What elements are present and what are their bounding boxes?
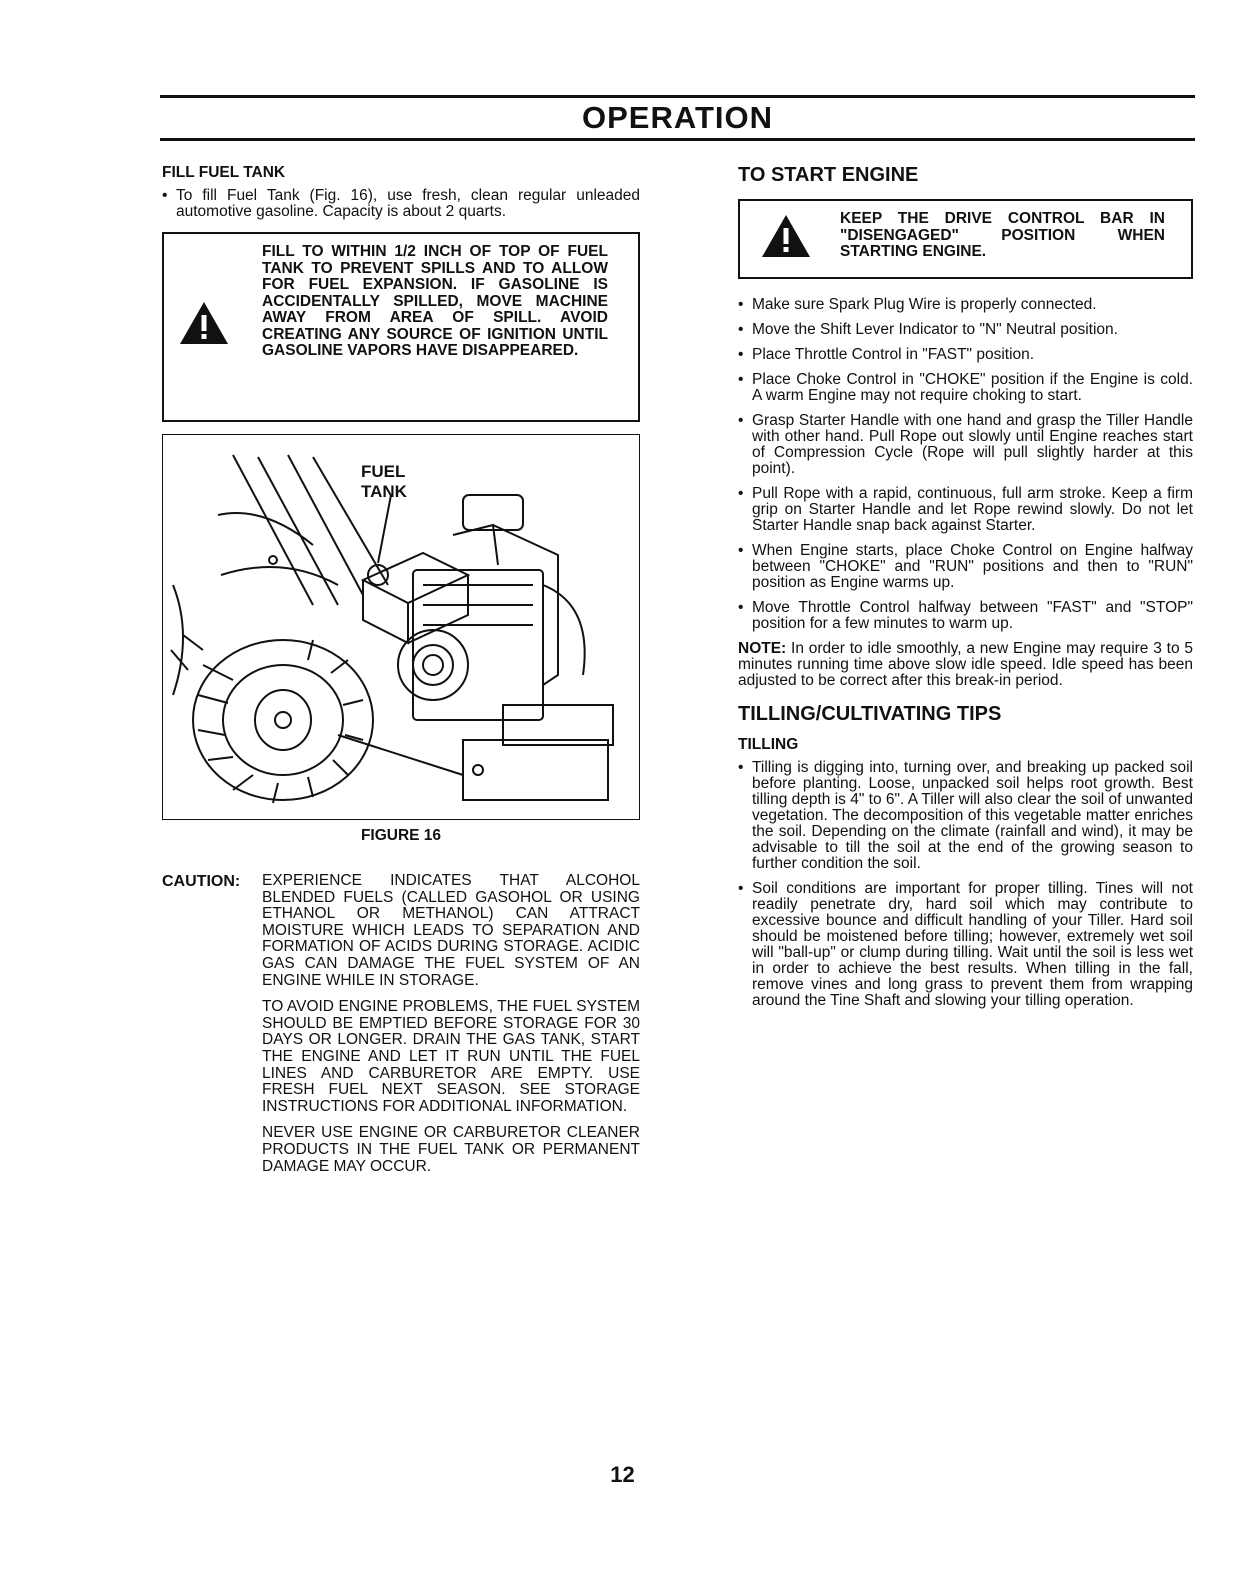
tilling-tips-heading: TILLING/CULTIVATING TIPS <box>738 703 1002 725</box>
left-column <box>162 164 640 1185</box>
start-warning-box <box>738 199 1193 279</box>
engine-note <box>738 641 1193 689</box>
tilling-list <box>738 760 1193 1009</box>
start-engine-steps <box>738 297 1193 632</box>
note-text: In order to idle smoothly, a new Engine may require 3 to 5 minutes running time above slow idle speed. Idle speed has been adjusted to be correct after this break-in period. <box>738 640 1193 689</box>
list-item: • Move Throttle Control halfway between "FAST" and "STOP" position for a few minutes to warm up. <box>738 600 1193 632</box>
warning-icon <box>760 213 812 264</box>
note-label: NOTE: <box>738 640 787 657</box>
top-rule <box>160 95 1195 98</box>
start-warning-text: KEEP THE DRIVE CONTROL BAR IN "DISENGAGED" POSITION WHEN STARTING ENGINE. <box>840 210 1165 260</box>
list-item: • When Engine starts, place Choke Control on Engine halfway between "CHOKE" and "RUN" positions and then to "RUN" position as Engine warms up. <box>738 543 1193 591</box>
caution-label: CAUTION: <box>162 873 241 890</box>
list-item: • Make sure Spark Plug Wire is properly connected. <box>738 297 1193 313</box>
caution-paragraph: NEVER USE ENGINE OR CARBURETOR CLEANER PRODUCTS IN THE FUEL TANK OR PERMANENT DAMAGE MAY OCCUR. <box>262 1124 640 1175</box>
right-column <box>738 164 1193 1018</box>
list-item: • Move the Shift Lever Indicator to "N" Neutral position. <box>738 322 1193 338</box>
page-number: 12 <box>610 1462 635 1487</box>
fill-fuel-list <box>162 188 640 220</box>
caution-block <box>162 873 640 1175</box>
fill-fuel-heading: FILL FUEL TANK <box>162 164 286 181</box>
figure-16-illustration <box>162 434 640 820</box>
list-item: • Place Throttle Control in "FAST" position. <box>738 347 1193 363</box>
fuel-warning-text: FILL TO WITHIN 1/2 INCH OF TOP OF FUEL TANK TO PREVENT SPILLS AND TO ALLOW FOR FUEL EXPANSION. IF GASOLINE IS ACCIDENTALLY SPILLED, MOVE MACHINE AWAY FROM AREA OF SPILL. AVOID CREATING ANY SOURCE OF IGNITION UNTIL GASOLINE VAPORS HAVE DISAPPEARED. <box>262 243 608 359</box>
figure-caption: FIGURE 16 <box>360 827 442 844</box>
tilling-subheading: TILLING <box>738 736 799 753</box>
list-item: • Tilling is digging into, turning over, and breaking up packed soil before planting. Loose, unpacked soil helps root growth. Best tilling depth is 4" to 6". A Tiller will also clear the soil of unwanted vegetation. The decomposition of this vegetable matter enriches the soil. Depending on the climate (rainfall and wind), it may be advisable to till the soil at the end of the growing season to further condition the soil. <box>738 760 1193 872</box>
fuel-warning-box <box>162 232 640 422</box>
title-rule <box>160 138 1195 141</box>
start-engine-heading: TO START ENGINE <box>738 164 919 186</box>
warning-icon <box>178 300 230 351</box>
list-item: • Grasp Starter Handle with one hand and grasp the Tiller Handle with other hand. Pull Rope out slowly until Engine reaches start of Compression Cycle (Rope will pull slightly harder at this point). <box>738 413 1193 477</box>
caution-paragraph: TO AVOID ENGINE PROBLEMS, THE FUEL SYSTEM SHOULD BE EMPTIED BEFORE STORAGE FOR 30 DAYS OR LONGER. DRAIN THE GAS TANK, START THE ENGINE AND LET IT RUN UNTIL THE FUEL LINES AND CARBURETOR ARE EMPTY. USE FRESH FUEL NEXT SEASON. SEE STORAGE INSTRUCTIONS FOR ADDITIONAL INFORMATION. <box>262 998 640 1115</box>
fuel-tank-callout-line2: TANK <box>361 482 407 501</box>
list-item: • Pull Rope with a rapid, continuous, full arm stroke. Keep a firm grip on Starter Handle and let Rope rewind slowly. Do not let Starter Handle snap back against Starter. <box>738 486 1193 534</box>
list-item: • Soil conditions are important for proper tilling. Tines will not readily penetrate dry, hard soil which may contribute to excessive bounce and difficult handling of your Tiller. Hard soil should be moistened before tilling; however, extremely wet soil will "ball-up" or clump during tilling. Wait until the soil is less wet in order to achieve the best results. When tilling in the fall, remove vines and long grass to prevent them from wrapping around the Tine Shaft and slowing your tilling operation. <box>738 881 1193 1009</box>
fuel-tank-callout-line1: FUEL <box>361 462 406 481</box>
list-item: • To fill Fuel Tank (Fig. 16), use fresh, clean regular unleaded automotive gasoline. Capacity is about 2 quarts. <box>162 188 640 220</box>
tiller-drawing <box>163 435 639 817</box>
page-title: OPERATION <box>582 100 773 135</box>
list-item: • Place Choke Control in "CHOKE" position if the Engine is cold. A warm Engine may not require choking to start. <box>738 372 1193 404</box>
caution-paragraph: EXPERIENCE INDICATES THAT ALCOHOL BLENDED FUELS (CALLED GASOHOL OR USING ETHANOL OR METHANOL) CAN ATTRACT MOISTURE WHICH LEADS TO SEPARATION AND FORMATION OF ACIDS DURING STORAGE. ACIDIC GAS CAN DAMAGE THE FUEL SYSTEM OF AN ENGINE WHILE IN STORAGE. <box>262 872 640 989</box>
caution-body <box>262 873 640 1175</box>
